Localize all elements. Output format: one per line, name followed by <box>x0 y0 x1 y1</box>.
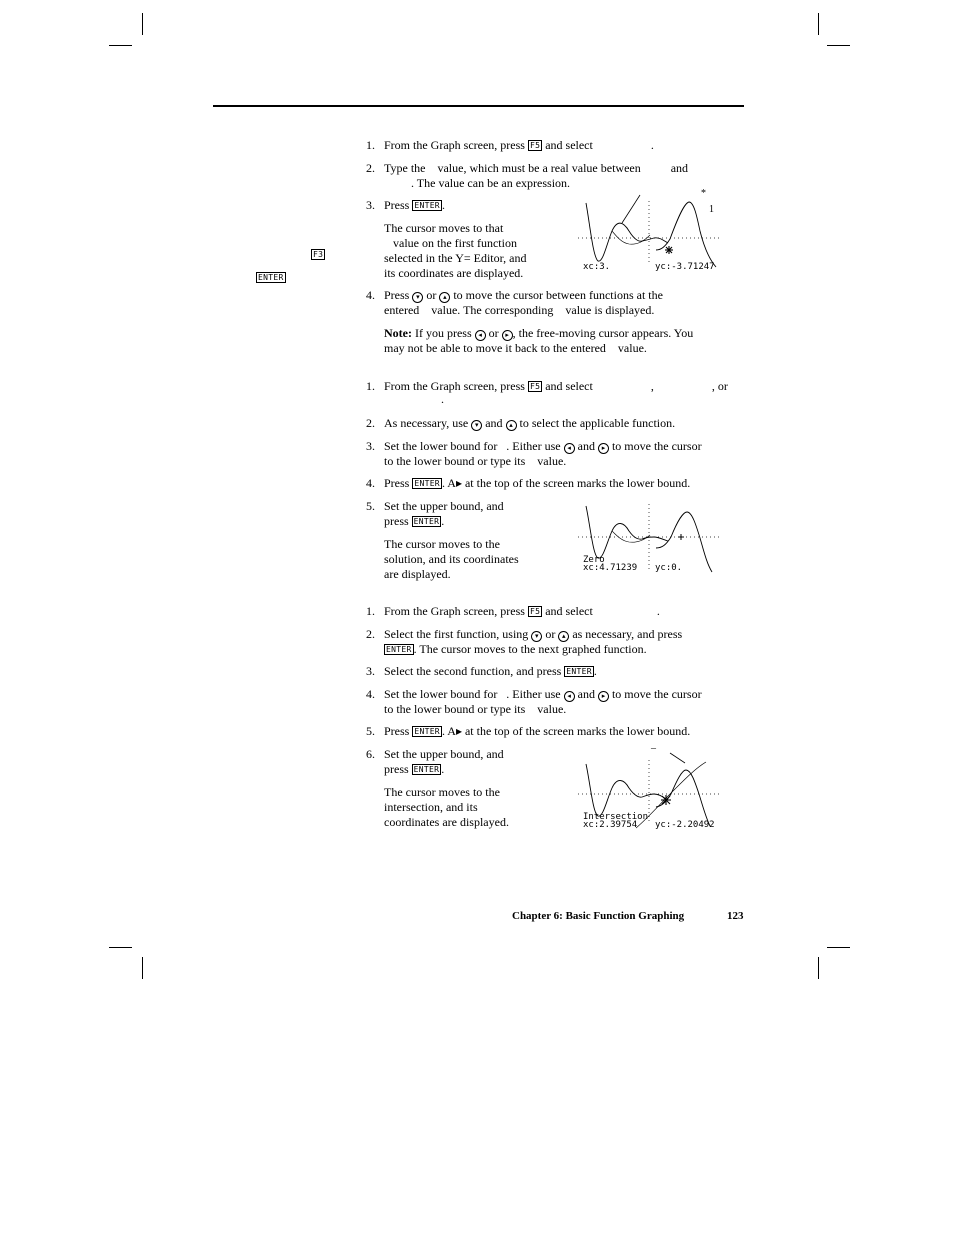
intersection-step-6-line2: press ENTER . <box>384 762 445 776</box>
right-arrow-icon: ▸ <box>598 691 609 702</box>
callout-line <box>670 753 685 763</box>
enter-key: ENTER <box>414 479 440 488</box>
step-number: 1. <box>366 138 375 152</box>
crop-mark <box>142 957 143 979</box>
value-step-3: Press ENTER . <box>384 198 445 212</box>
cursor-crosshair <box>665 246 673 254</box>
math-note-line: solution, and its coordinates <box>384 552 519 566</box>
step-number: 3. <box>366 664 375 678</box>
enter-key: ENTER <box>413 517 440 526</box>
callout-star: * <box>701 188 706 199</box>
intersection-readout-x: xc:2.39754 <box>583 820 638 830</box>
enter-key: ENTER <box>414 201 440 210</box>
left-arrow-icon: ◂ <box>475 330 486 341</box>
crop-mark <box>827 45 850 46</box>
value-note-line: its coordinates are displayed. <box>384 266 524 280</box>
left-arrow-icon: ◂ <box>564 691 575 702</box>
enter-key: ENTER <box>413 765 440 774</box>
intersection-step-4: Set the lower bound for . Either use ◂ and ▸ to move the cursor <box>384 687 702 701</box>
step-number: 3. <box>366 198 375 212</box>
intersection-note-line: The cursor moves to the <box>384 785 500 799</box>
intersection-label: Intersection <box>583 812 649 822</box>
header-rule <box>213 105 744 107</box>
intersection-step-6-line1: Set the upper bound, and <box>384 747 504 761</box>
cursor-crosshair <box>661 795 671 805</box>
zero-readout-x: xc:4.71239 <box>583 563 638 573</box>
footer-chapter: Chapter 6: Basic Function Graphing <box>512 910 685 922</box>
step-number: 4. <box>366 687 375 701</box>
value-step-2-line1: Type the value, which must be a real value between and <box>384 161 689 175</box>
intersection-note-line: intersection, and its <box>384 800 478 814</box>
math-step-3-line2: to the lower bound or type its value. <box>384 454 567 468</box>
enter-key: ENTER <box>386 645 412 654</box>
intersection-step-1: From the Graph screen, press F5 and select . <box>384 604 660 618</box>
step-number: 2. <box>366 161 375 175</box>
math-step-1: From the Graph screen, press F5 and select , , or <box>384 379 728 393</box>
f3-key: F3 <box>313 250 324 259</box>
zero-readout-y: yc:0. <box>655 563 683 573</box>
value-step-1: From the Graph screen, press F5 and select . <box>384 138 654 152</box>
math-step-1-line2: . <box>441 392 444 406</box>
lower-bound-marker-icon: ▸ <box>455 724 462 738</box>
math-step-4: Press ENTER . A▸ at the top of the screen marks the lower bound. <box>384 476 691 490</box>
step-number: 4. <box>366 476 375 490</box>
math-note-line: are displayed. <box>384 567 451 581</box>
function-1-curve <box>586 506 668 558</box>
function-2-curve <box>656 202 716 267</box>
callout-dash: – <box>651 743 656 754</box>
right-arrow-icon: ▸ <box>502 330 513 341</box>
step-number: 3. <box>366 439 375 453</box>
up-arrow-icon: ▴ <box>558 631 569 642</box>
value-note-line: value on the first function <box>393 236 517 250</box>
step-number: 4. <box>366 288 375 302</box>
function-1-curve <box>586 203 668 261</box>
intersection-note-line: coordinates are displayed. <box>384 815 509 829</box>
crop-mark <box>818 13 819 35</box>
enter-key: ENTER <box>566 667 592 676</box>
function-3-curve <box>612 531 650 542</box>
crop-mark <box>142 13 143 35</box>
intersection-readout-y: yc:-2.20492 <box>655 820 715 830</box>
function-1-curve <box>586 764 668 816</box>
function-3-curve <box>612 231 650 244</box>
value-note-line: selected in the Y= Editor, and <box>384 251 527 265</box>
value-step-2-line2: . The value can be an expression. <box>411 176 571 190</box>
step-number: 2. <box>366 627 375 641</box>
step-number: 2. <box>366 416 375 430</box>
down-arrow-icon: ▾ <box>471 420 482 431</box>
callout-line <box>622 195 640 223</box>
f5-key: F5 <box>529 141 541 150</box>
crop-mark <box>827 947 850 948</box>
step-number: 6. <box>366 747 375 761</box>
down-arrow-icon: ▾ <box>531 631 542 642</box>
crop-mark <box>109 947 132 948</box>
enter-key: ENTER <box>414 727 440 736</box>
intersection-step-4-line2: to the lower bound or type its value. <box>384 702 567 716</box>
value-readout-x: xc:3. <box>583 262 611 272</box>
value-readout-y: yc:-3.71247 <box>655 262 715 272</box>
math-note-line: The cursor moves to the <box>384 537 500 551</box>
right-arrow-icon: ▸ <box>598 443 609 454</box>
callout-one: 1 <box>709 204 714 215</box>
intersection-step-2-line2: ENTER . The cursor moves to the next graphed function. <box>386 642 647 656</box>
value-step-4: Press ▾ or ▴ to move the cursor between functions at the <box>384 288 663 302</box>
value-note-line: The cursor moves to that <box>384 221 504 235</box>
cursor-crosshair <box>678 534 684 540</box>
crop-mark <box>818 957 819 979</box>
step-number: 1. <box>366 604 375 618</box>
crop-mark <box>109 45 132 46</box>
lower-bound-marker-icon: ▸ <box>455 476 462 490</box>
f5-key: F5 <box>529 382 541 391</box>
value-note-line2: may not be able to move it back to the entered value. <box>384 341 647 355</box>
math-step-2: As necessary, use ▾ and ▴ to select the applicable function. <box>384 416 676 430</box>
intersection-step-3: Select the second function, and press ENTER . <box>384 664 597 678</box>
down-arrow-icon: ▾ <box>412 292 423 303</box>
intersection-step-5: Press ENTER . A▸ at the top of the screen marks the lower bound. <box>384 724 691 738</box>
up-arrow-icon: ▴ <box>506 420 517 431</box>
step-number: 5. <box>366 499 375 513</box>
math-step-3: Set the lower bound for . Either use ◂ and ▸ to move the cursor <box>384 439 702 453</box>
value-step-4-line2: entered value. The corresponding value is displayed. <box>384 303 655 317</box>
f5-key: F5 <box>529 607 541 616</box>
intersection-step-2: Select the first function, using ▾ or ▴ as necessary, and press <box>384 627 683 641</box>
math-step-5-line2: press ENTER . <box>384 514 445 528</box>
enter-key: ENTER <box>258 273 284 282</box>
zero-label: Zero <box>583 555 605 565</box>
step-number: 1. <box>366 379 375 393</box>
up-arrow-icon: ▴ <box>439 292 450 303</box>
math-step-5-line1: Set the upper bound, and <box>384 499 504 513</box>
left-arrow-icon: ◂ <box>564 443 575 454</box>
step-number: 5. <box>366 724 375 738</box>
value-note: Note: If you press ◂ or ▸ , the free-moving cursor appears. You <box>384 326 694 340</box>
footer-page-number: 123 <box>727 910 744 922</box>
